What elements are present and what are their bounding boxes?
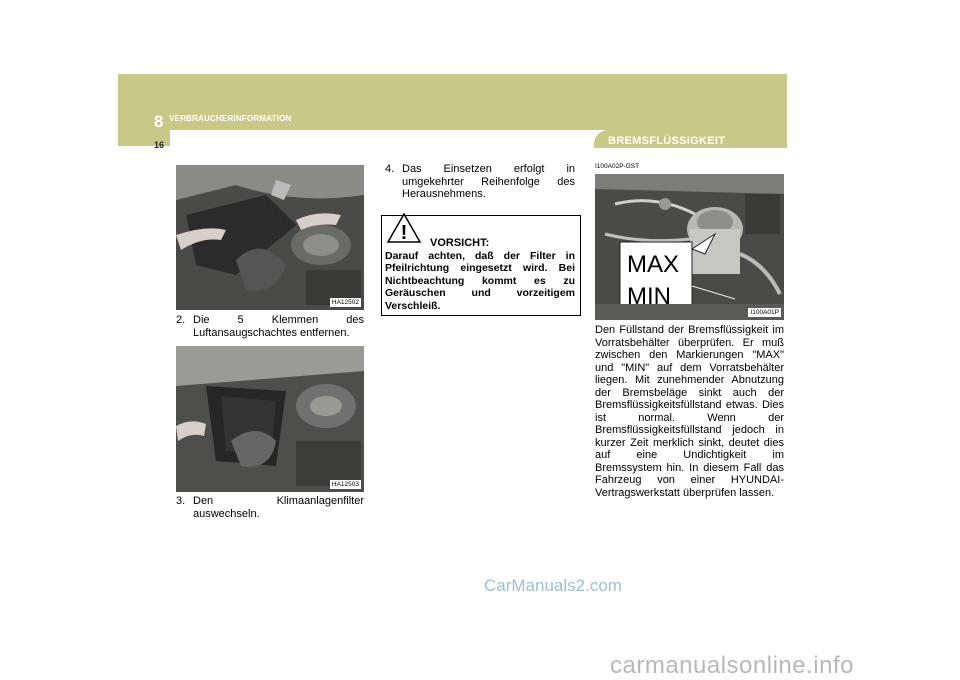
step-3 — [176, 495, 364, 520]
max-label: MAX — [627, 251, 680, 278]
chapter-title: VERBRAUCHERINFORMATION — [169, 114, 292, 123]
warning-text: Darauf achten, daß der Filter in Pfeilrichtung eingesetzt wird. Bei Nichtbeachtung kommt es zu Geräuschen und vorzeitigem Verschleiß. — [385, 250, 575, 312]
watermark-online[interactable]: carmanualsonline.info — [610, 652, 854, 679]
page-number: 16 — [154, 140, 165, 150]
brake-fluid-photo — [595, 174, 784, 320]
image-code-1: HA12502 — [331, 299, 359, 306]
min-label: MIN — [627, 283, 671, 310]
image-code-2: HA12503 — [331, 481, 359, 488]
step-2-text: Die 5 Klemmen des Luftansaugschachtes entfernen. — [193, 314, 364, 339]
engine-photo-1 — [176, 165, 364, 310]
engine-photo-2 — [176, 346, 364, 492]
step-4-text: Das Einsetzen erfolgt in umgekehrter Reihenfolge des Herausnehmens. — [402, 163, 575, 200]
watermark-carmanuals[interactable]: CarManuals2.com — [484, 576, 622, 595]
image-code-3: I100A01P — [750, 309, 779, 316]
step-2-number: 2. — [176, 314, 186, 326]
step-4-number: 4. — [385, 163, 395, 175]
step-4 — [385, 163, 575, 201]
step-2 — [176, 314, 364, 339]
warning-icon-glyph: ! — [400, 222, 408, 244]
warning-title: VORSICHT: — [430, 237, 490, 249]
chapter-number: 8 — [154, 112, 164, 131]
step-3-number: 3. — [176, 495, 186, 507]
body-text: Den Füllstand der Bremsflüssigkeit im Vorratsbehälter überprüfen. Er muß zwischen den Markierungen "MAX" und "MIN" auf dem Vorratsbehälter liegen. Mit zunehmender Abnutzung der Bremsbeläge sinkt auch der Bremsflüssigkeitsfüllstand etwas. Dies ist normal. Wenn der Bremsflüssigkeitsfüllstand jedoch in kurzer Zeit merklich sinkt, deutet dies auf eine Undichtigkeit im Bremssystem hin. In diesem Fall das Fahrzeug von einer HYUNDAI-Vertragswerkstatt überprüfen lassen. — [595, 324, 784, 499]
warning-icon — [386, 212, 422, 244]
step-3-text: Den Klimaanlagenfilter auswechseln. — [193, 495, 364, 520]
reference-code: I100A02P-GST — [595, 163, 640, 170]
section-title: BREMSFLÜSSIGKEIT — [608, 135, 726, 147]
